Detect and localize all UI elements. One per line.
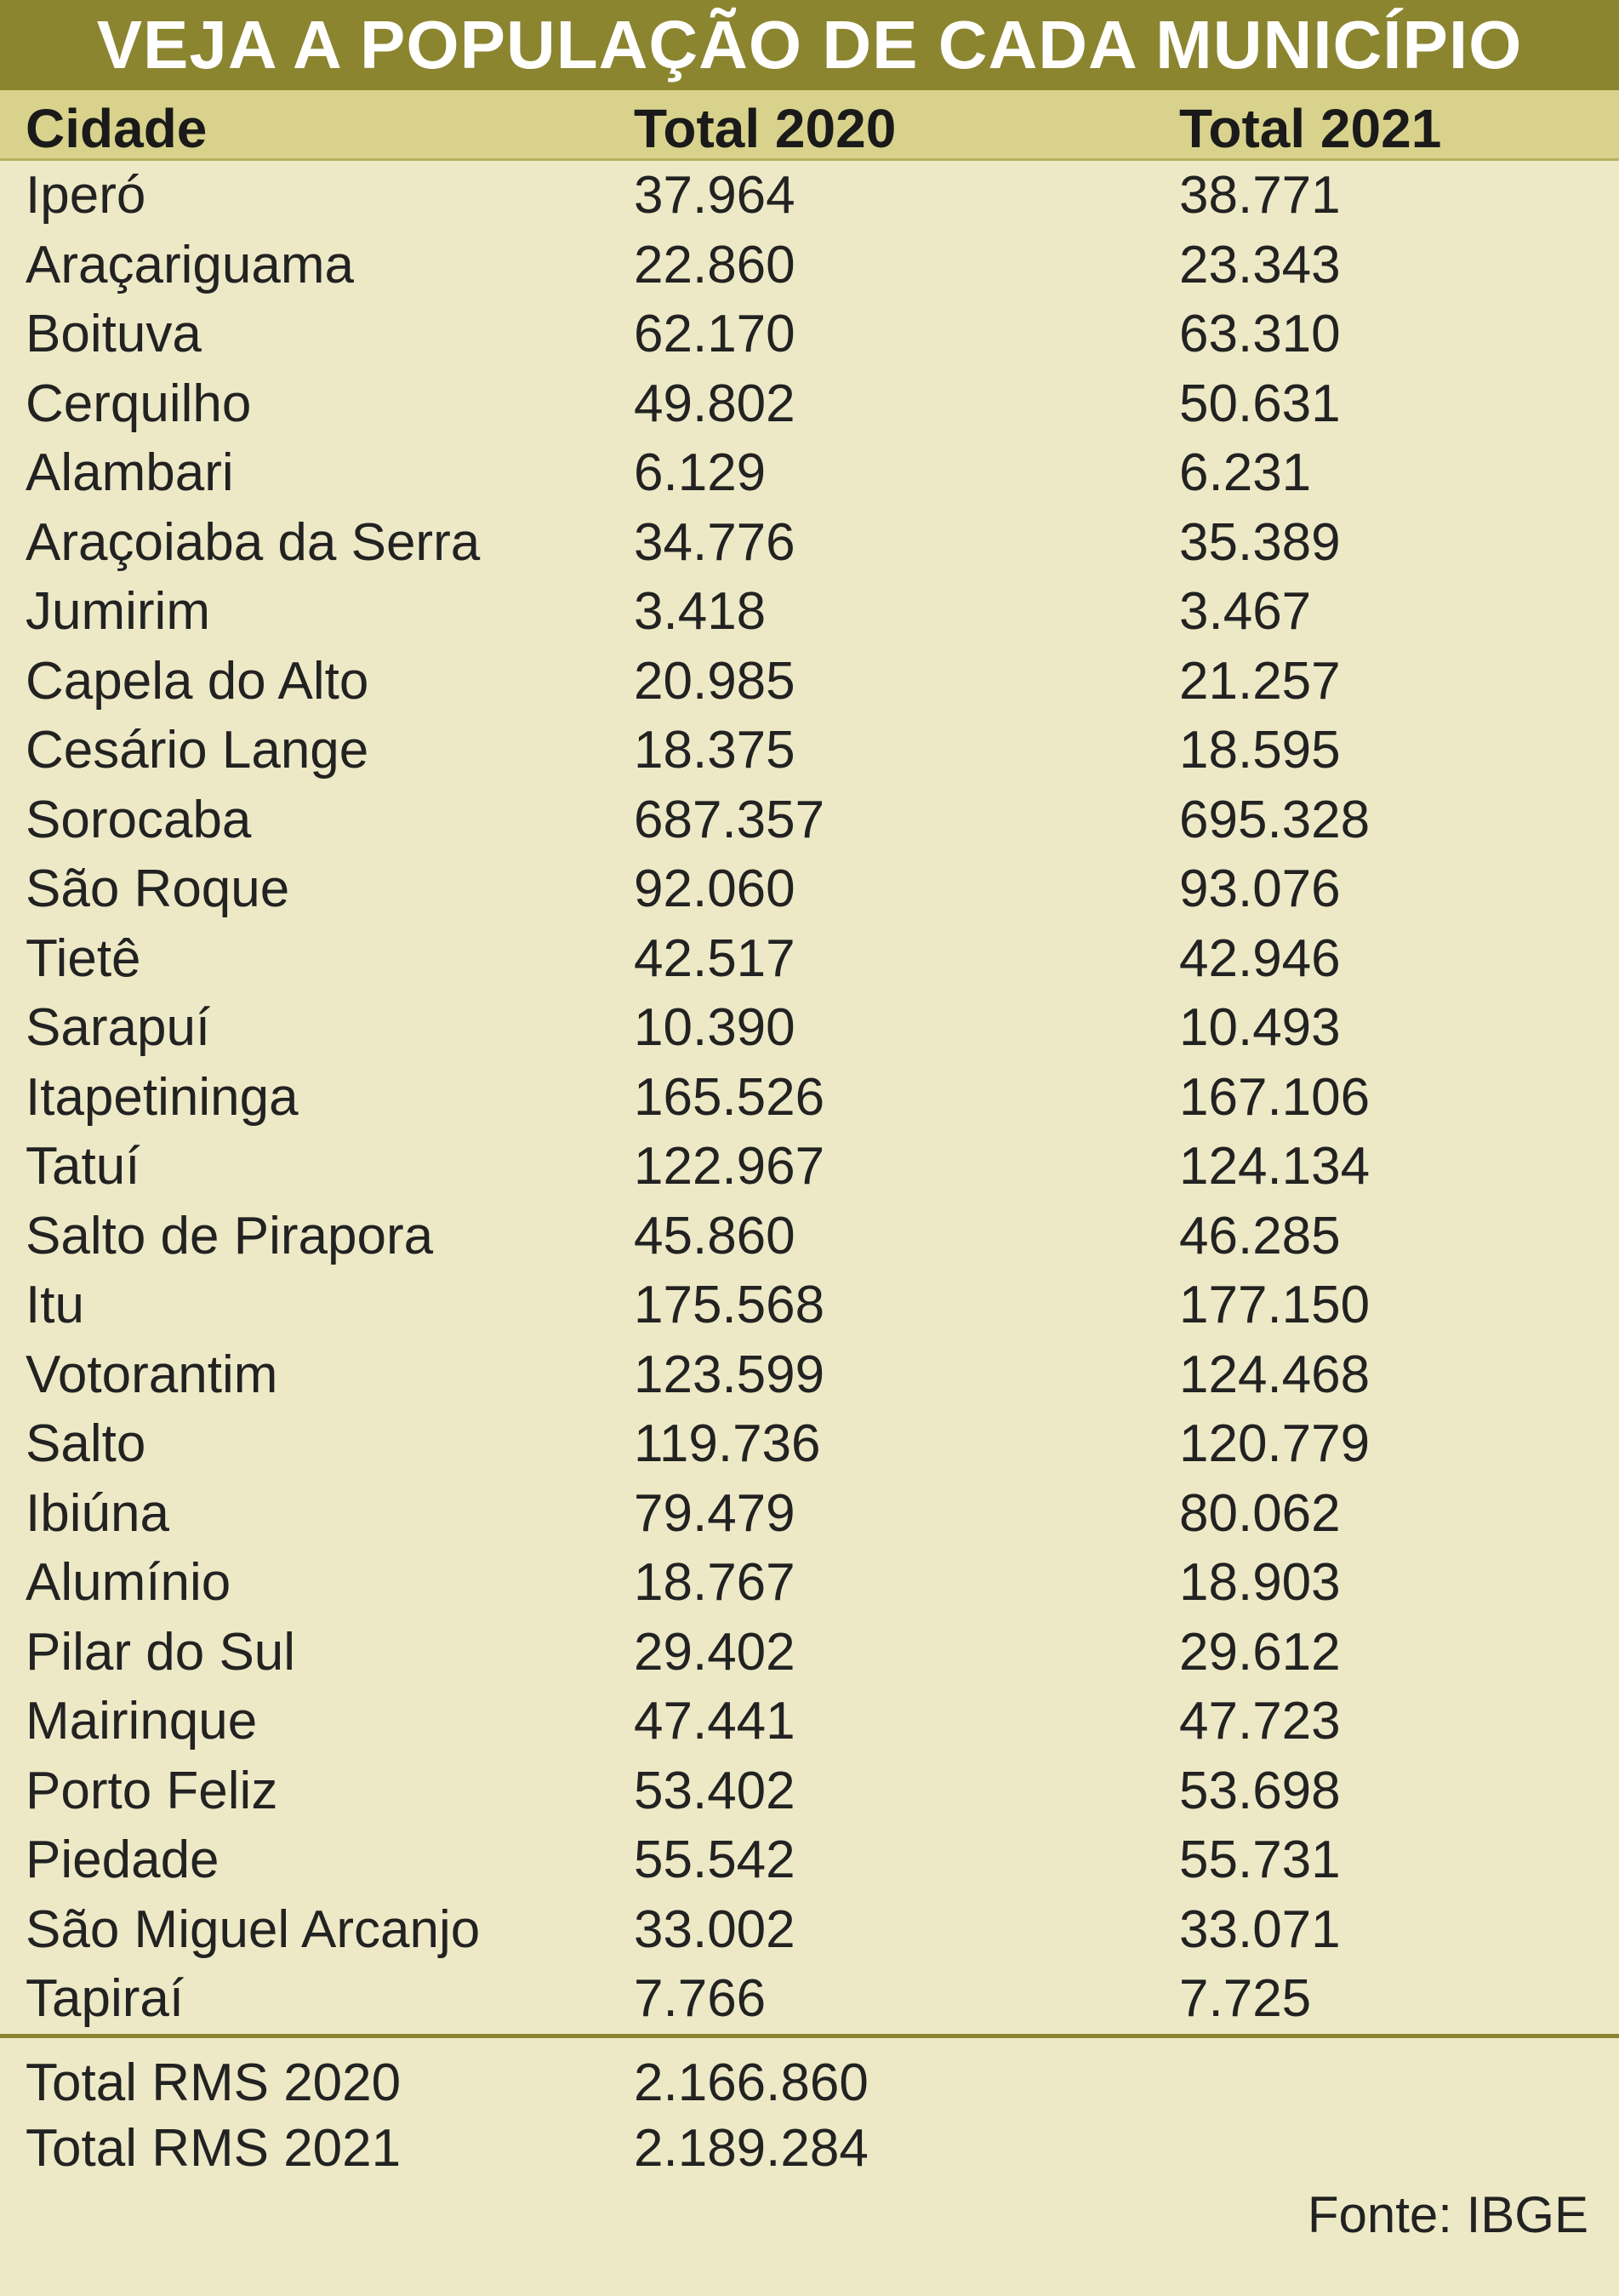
total-label: Total RMS 2021 <box>26 2119 402 2178</box>
cell-total-2021: 10.493 <box>1179 998 1341 1057</box>
table-title-bar <box>0 0 1619 90</box>
cell-city: Cerquilho <box>26 374 252 433</box>
table-row <box>0 648 1619 717</box>
cell-total-2020: 687.357 <box>634 790 825 849</box>
table-row <box>0 1688 1619 1757</box>
cell-city: Votorantim <box>26 1345 278 1404</box>
cell-city: Jumirim <box>26 582 210 641</box>
cell-total-2021: 38.771 <box>1179 166 1341 225</box>
table-row <box>0 1202 1619 1272</box>
total-value: 2.189.284 <box>634 2119 869 2178</box>
table-row <box>0 370 1619 440</box>
source-note: Fonte: IBGE <box>1307 2186 1588 2243</box>
table-row <box>0 855 1619 925</box>
table-row <box>0 231 1619 301</box>
cell-total-2021: 21.257 <box>1179 651 1341 711</box>
cell-city: Salto de Pirapora <box>26 1206 434 1265</box>
cell-total-2021: 120.779 <box>1179 1414 1371 1473</box>
cell-total-2020: 10.390 <box>634 998 795 1057</box>
table-body <box>0 162 1619 2035</box>
cell-total-2020: 34.776 <box>634 512 795 572</box>
cell-total-2020: 49.802 <box>634 374 795 433</box>
cell-city: Piedade <box>26 1831 219 1889</box>
totals-divider <box>0 2034 1619 2038</box>
cell-total-2021: 177.150 <box>1179 1276 1371 1334</box>
table-row <box>0 1757 1619 1827</box>
cell-total-2021: 35.389 <box>1179 512 1341 572</box>
cell-total-2021: 124.468 <box>1179 1345 1371 1404</box>
cell-city: Tietê <box>26 928 141 988</box>
cell-city: Capela do Alto <box>26 651 369 711</box>
cell-city: Porto Feliz <box>26 1761 278 1820</box>
cell-total-2020: 165.526 <box>634 1067 825 1127</box>
cell-total-2021: 80.062 <box>1179 1483 1341 1543</box>
cell-total-2020: 20.985 <box>634 651 795 711</box>
cell-total-2021: 695.328 <box>1179 790 1371 849</box>
cell-total-2021: 53.698 <box>1179 1761 1341 1820</box>
cell-total-2020: 22.860 <box>634 235 795 294</box>
cell-total-2021: 7.725 <box>1179 1969 1312 2028</box>
cell-city: Tatuí <box>26 1137 140 1196</box>
cell-total-2020: 42.517 <box>634 928 795 988</box>
table-row <box>0 1619 1619 1688</box>
total-label: Total RMS 2020 <box>26 2053 402 2112</box>
table-row <box>0 1480 1619 1550</box>
cell-city: Cesário Lange <box>26 721 369 780</box>
table-row <box>0 1549 1619 1619</box>
cell-city: Itu <box>26 1276 84 1334</box>
cell-total-2020: 18.767 <box>634 1553 795 1612</box>
cell-total-2020: 53.402 <box>634 1761 795 1820</box>
table-row <box>0 925 1619 995</box>
cell-total-2021: 18.903 <box>1179 1553 1341 1612</box>
cell-total-2020: 37.964 <box>634 166 795 225</box>
cell-total-2020: 18.375 <box>634 721 795 780</box>
cell-total-2021: 3.467 <box>1179 582 1312 641</box>
cell-city: Ibiúna <box>26 1483 169 1543</box>
cell-total-2020: 79.479 <box>634 1483 795 1543</box>
cell-city: Araçariguama <box>26 235 354 294</box>
cell-city: Alambari <box>26 443 234 502</box>
header-total-2021: Total 2021 <box>1179 98 1442 159</box>
total-row <box>0 2051 1619 2116</box>
totals-section <box>0 2051 1619 2182</box>
table-header-row <box>0 90 1619 161</box>
cell-total-2020: 45.860 <box>634 1206 795 1265</box>
table-row <box>0 717 1619 786</box>
cell-city: São Roque <box>26 860 290 918</box>
cell-city: Itapetininga <box>26 1067 299 1127</box>
table-row <box>0 1064 1619 1134</box>
table-row <box>0 786 1619 856</box>
cell-total-2020: 33.002 <box>634 1899 795 1959</box>
table-row <box>0 1341 1619 1411</box>
cell-total-2020: 119.736 <box>634 1414 821 1473</box>
cell-total-2021: 167.106 <box>1179 1067 1371 1127</box>
cell-city: Pilar do Sul <box>26 1622 296 1682</box>
table-row <box>0 509 1619 579</box>
cell-total-2020: 123.599 <box>634 1345 825 1404</box>
table-row <box>0 1271 1619 1341</box>
cell-total-2021: 46.285 <box>1179 1206 1341 1265</box>
total-row <box>0 2116 1619 2182</box>
cell-total-2021: 124.134 <box>1179 1137 1371 1196</box>
cell-city: Salto <box>26 1414 146 1473</box>
cell-total-2020: 92.060 <box>634 860 795 918</box>
cell-total-2020: 47.441 <box>634 1692 795 1751</box>
cell-city: Araçoiaba da Serra <box>26 512 481 572</box>
cell-total-2020: 6.129 <box>634 443 767 502</box>
cell-total-2021: 50.631 <box>1179 374 1341 433</box>
cell-total-2021: 55.731 <box>1179 1831 1341 1889</box>
header-city: Cidade <box>26 98 208 159</box>
cell-total-2020: 29.402 <box>634 1622 795 1682</box>
cell-total-2020: 62.170 <box>634 305 795 363</box>
cell-total-2021: 93.076 <box>1179 860 1341 918</box>
cell-city: Sarapuí <box>26 998 211 1057</box>
cell-total-2021: 42.946 <box>1179 928 1341 988</box>
cell-total-2020: 7.766 <box>634 1969 767 2028</box>
cell-total-2021: 18.595 <box>1179 721 1341 780</box>
cell-city: Alumínio <box>26 1553 231 1612</box>
table-row <box>0 1133 1619 1202</box>
cell-city: São Miguel Arcanjo <box>26 1899 481 1959</box>
table-row <box>0 1826 1619 1896</box>
cell-total-2021: 23.343 <box>1179 235 1341 294</box>
table-row <box>0 1965 1619 2035</box>
cell-city: Sorocaba <box>26 790 252 849</box>
table-row <box>0 1410 1619 1480</box>
cell-total-2021: 29.612 <box>1179 1622 1341 1682</box>
cell-total-2021: 33.071 <box>1179 1899 1341 1959</box>
table-row <box>0 162 1619 231</box>
header-total-2020: Total 2020 <box>634 98 897 159</box>
cell-total-2021: 6.231 <box>1179 443 1312 502</box>
cell-total-2020: 55.542 <box>634 1831 795 1889</box>
cell-city: Mairinque <box>26 1692 258 1751</box>
cell-city: Iperó <box>26 166 146 225</box>
total-value: 2.166.860 <box>634 2053 869 2112</box>
cell-total-2021: 47.723 <box>1179 1692 1341 1751</box>
table-row <box>0 578 1619 648</box>
cell-total-2020: 3.418 <box>634 582 767 641</box>
cell-total-2020: 122.967 <box>634 1137 825 1196</box>
cell-total-2020: 175.568 <box>634 1276 825 1334</box>
cell-total-2021: 63.310 <box>1179 305 1341 363</box>
table-row <box>0 300 1619 370</box>
cell-city: Boituva <box>26 305 202 363</box>
table-row <box>0 439 1619 509</box>
table-title: VEJA A POPULAÇÃO DE CADA MUNICÍPIO <box>96 7 1523 83</box>
table-row <box>0 1896 1619 1966</box>
cell-city: Tapiraí <box>26 1969 185 2028</box>
table-row <box>0 994 1619 1064</box>
